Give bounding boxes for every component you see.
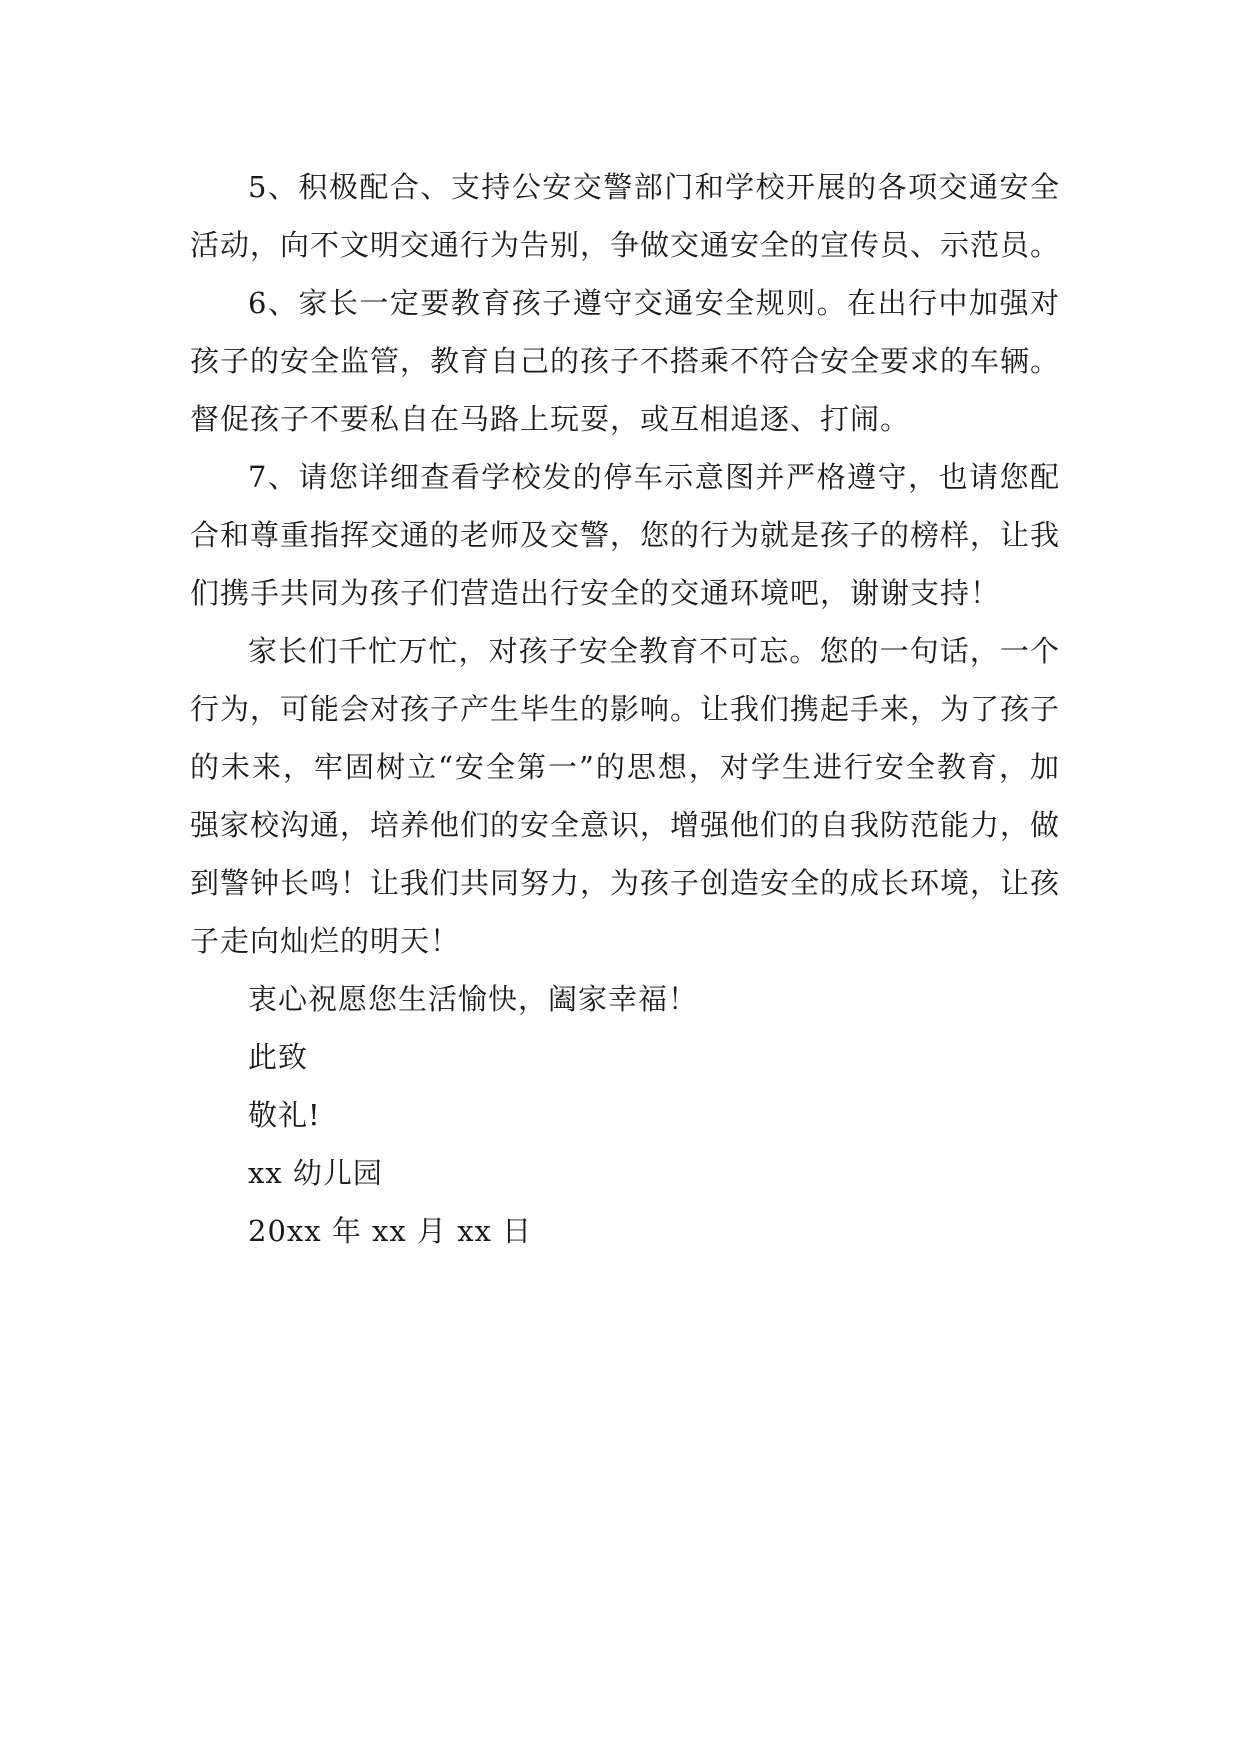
closing-salutation-first: 此致 [248,1040,309,1074]
paragraph-item-5: 5、积极配合、支持公安交警部门和学校开展的各项交通安全活动，向不文明交通行为告别，争做交通安全的宣传员、示范员。 [190,170,1061,262]
closing-salutation-second: 敬礼! [248,1098,321,1132]
paragraph-parents-appeal: 家长们千忙万忙，对孩子安全教育不可忘。您的一句话，一个行为，可能会对孩子产生毕生的影响。让我们携起手来，为了孩子的未来，牢固树立“安全第一”的思想，对学生进行安全教育，加强家校沟通，培养他们的安全意识，增强他们的自我防范能力，做到警钟长鸣！让我们共同努力，为孩子创造安全的成长环境，让孩子走向灿烂的明天！ [190,634,1061,958]
signature: xx 幼儿园 [248,1156,383,1190]
letter-date: 20xx 年 xx 月 xx 日 [248,1214,533,1248]
closing-wish: 衷心祝愿您生活愉快，阖家幸福！ [248,982,699,1016]
paragraph-item-6: 6、家长一定要教育孩子遵守交通安全规则。在出行中加强对孩子的安全监管，教育自己的孩子不搭乘不符合安全要求的车辆。督促孩子不要私自在马路上玩耍，或互相追逐、打闹。 [190,286,1061,436]
paragraph-item-7: 7、请您详细查看学校发的停车示意图并严格遵守，也请您配合和尊重指挥交通的老师及交警，您的行为就是孩子的榜样，让我们携手共同为孩子们营造出行安全的交通环境吧，谢谢支持！ [190,460,1061,610]
document-body [190,158,1060,1260]
